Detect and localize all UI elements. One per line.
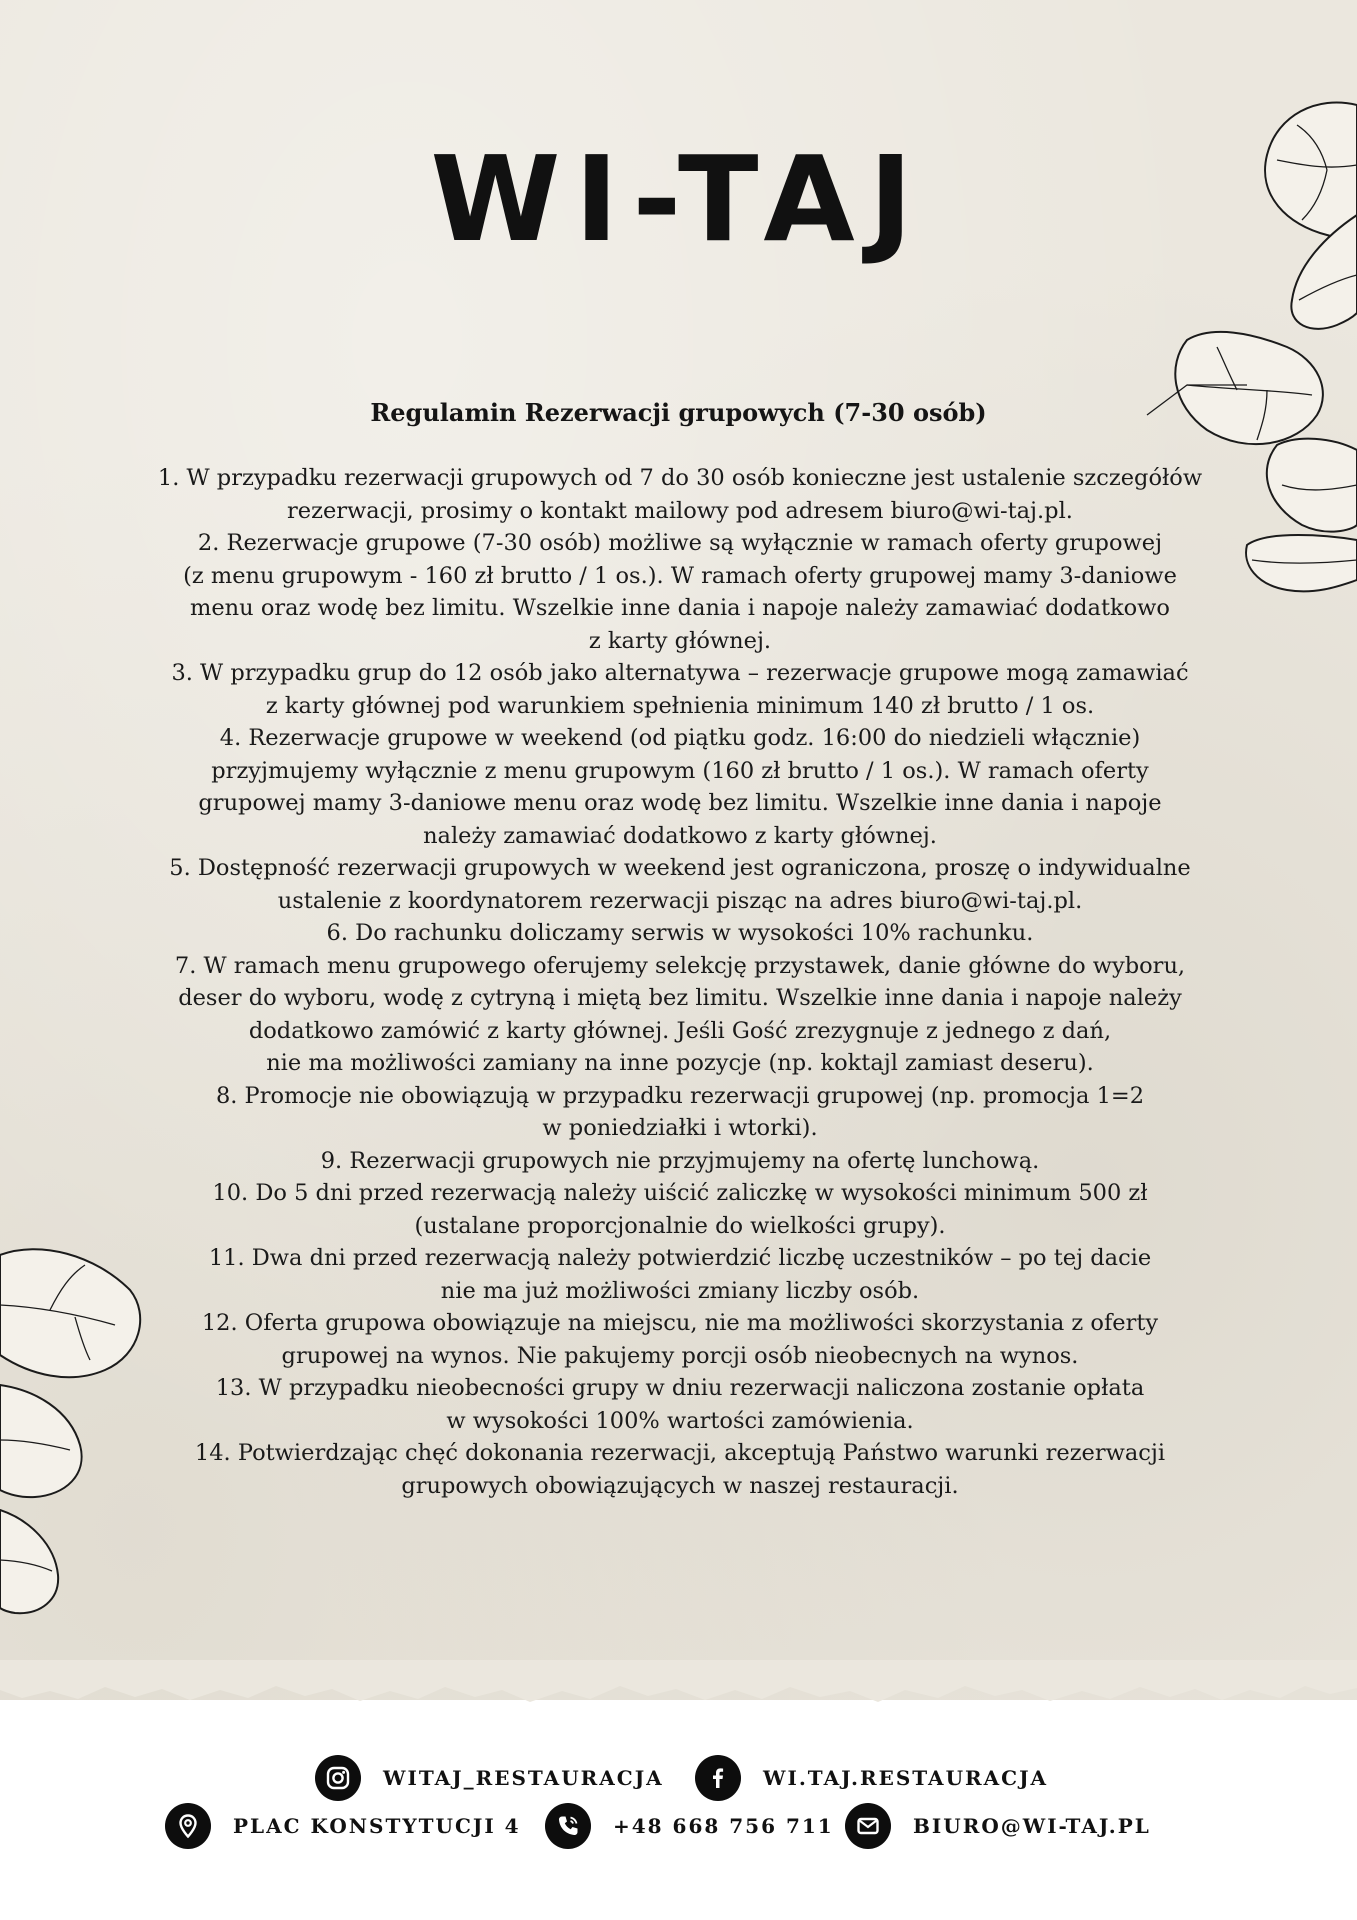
rule-item: 3. W przypadku grup do 12 osób jako alternatywa – rezerwacje grupowe mogą zamawiać z karty głównej pod warunkiem spełnienia minimum 140 zł brutto / 1 os. [171,660,1189,719]
rule-item: 14. Potwierdzając chęć dokonania rezerwacji, akceptują Państwo warunki rezerwacji grupowych obowiązujących w naszej restauracji. [194,1440,1166,1499]
rule-item: 5. Dostępność rezerwacji grupowych w weekend jest ograniczona, proszę o indywidualne ustalenie z koordynatorem rezerwacji pisząc na adres biuro@wi-taj.pl. [169,855,1191,914]
email-contact[interactable] [845,1803,1151,1849]
rule-item: 11. Dwa dni przed rezerwacją należy potwierdzić liczbę uczestników – po tej dacie nie ma już możliwości zmiany liczby osób. [208,1245,1152,1304]
torn-paper-edge [0,1660,1357,1720]
mail-icon [845,1803,891,1849]
instagram-handle: WITAJ_RESTAURACJA [383,1766,664,1790]
phone-contact[interactable] [545,1803,834,1849]
contact-footer [0,1745,1357,1895]
rules-list [140,462,1220,1502]
rule-item: 2. Rezerwacje grupowe (7-30 osób) możliwe są wyłącznie w ramach oferty grupowej (z menu grupowym - 160 zł brutto / 1 os.). W ramach oferty grupowej mamy 3-daniowe menu oraz wodę bez limitu. Wszelkie inne dania i napoje należy zamawiać dodatkowo z karty głównej. [183,530,1177,654]
facebook-contact[interactable] [695,1755,1048,1801]
address-contact[interactable] [165,1803,521,1849]
facebook-handle: WI.TAJ.RESTAURACJA [763,1766,1049,1790]
instagram-icon [315,1755,361,1801]
rule-item: 12. Oferta grupowa obowiązuje na miejscu, nie ma możliwości skorzystania z oferty grupowej na wynos. Nie pakujemy porcji osób nieobecnych na wynos. [201,1310,1159,1369]
wi-taj-logo: WI-TAJ [430,130,927,268]
map-pin-icon [165,1803,211,1849]
rule-item: 6. Do rachunku doliczamy serwis w wysokości 10% rachunku. [326,920,1034,946]
rule-item: 9. Rezerwacji grupowych nie przyjmujemy na ofertę lunchową. [320,1147,1040,1174]
rule-item: 7. W ramach menu grupowego oferujemy selekcję przystawek, danie główne do wyboru, deser do wyboru, wodę z cytryną i miętą bez limitu. Wszelkie inne dania i napoje należy dodatkowo zamówić z karty głównej. Jeśli Gość zrezygnuje z jednego z dań, nie ma możliwości zamiany na inne pozycje (np. koktajl zamiast deseru). [174,952,1186,1076]
address-text: PLAC KONSTYTUCJI 4 [233,1814,521,1838]
rule-item: 1. W przypadku rezerwacji grupowych od 7 do 30 osób konieczne jest ustalenie szczegółów rezerwacji, prosimy o kontakt mailowy pod adresem biuro@wi-taj.pl. [157,465,1203,524]
email-text: BIURO@WI-TAJ.PL [913,1814,1151,1838]
cilantro-leaves-bottom-left [0,1235,150,1655]
phone-icon [545,1803,591,1849]
rule-item: 8. Promocje nie obowiązują w przypadku rezerwacji grupowej (np. promocja 1=2 w poniedziałki i wtorki). [215,1082,1145,1141]
instagram-contact[interactable] [315,1755,664,1801]
phone-text: +48 668 756 711 [613,1814,834,1838]
rule-item: 13. W przypadku nieobecności grupy w dniu rezerwacji naliczona zostanie opłata w wysokości 100% wartości zamówienia. [215,1375,1145,1434]
rule-item: 4. Rezerwacje grupowe w weekend (od piątku godz. 16:00 do niedzieli włącznie) przyjmujemy wyłącznie z menu grupowym (160 zł brutto / 1 os.). W ramach oferty grupowej mamy 3-daniowe menu oraz wodę bez limitu. Wszelkie inne dania i napoje należy zamawiać dodatkowo z karty głównej. [198,725,1162,849]
rule-item: 10. Do 5 dni przed rezerwacją należy uiścić zaliczkę w wysokości minimum 500 zł (ustalane proporcjonalnie do wielkości grupy). [212,1180,1148,1239]
document-title: Regulamin Rezerwacji grupowych (7-30 osób) [370,398,987,427]
facebook-icon [695,1755,741,1801]
